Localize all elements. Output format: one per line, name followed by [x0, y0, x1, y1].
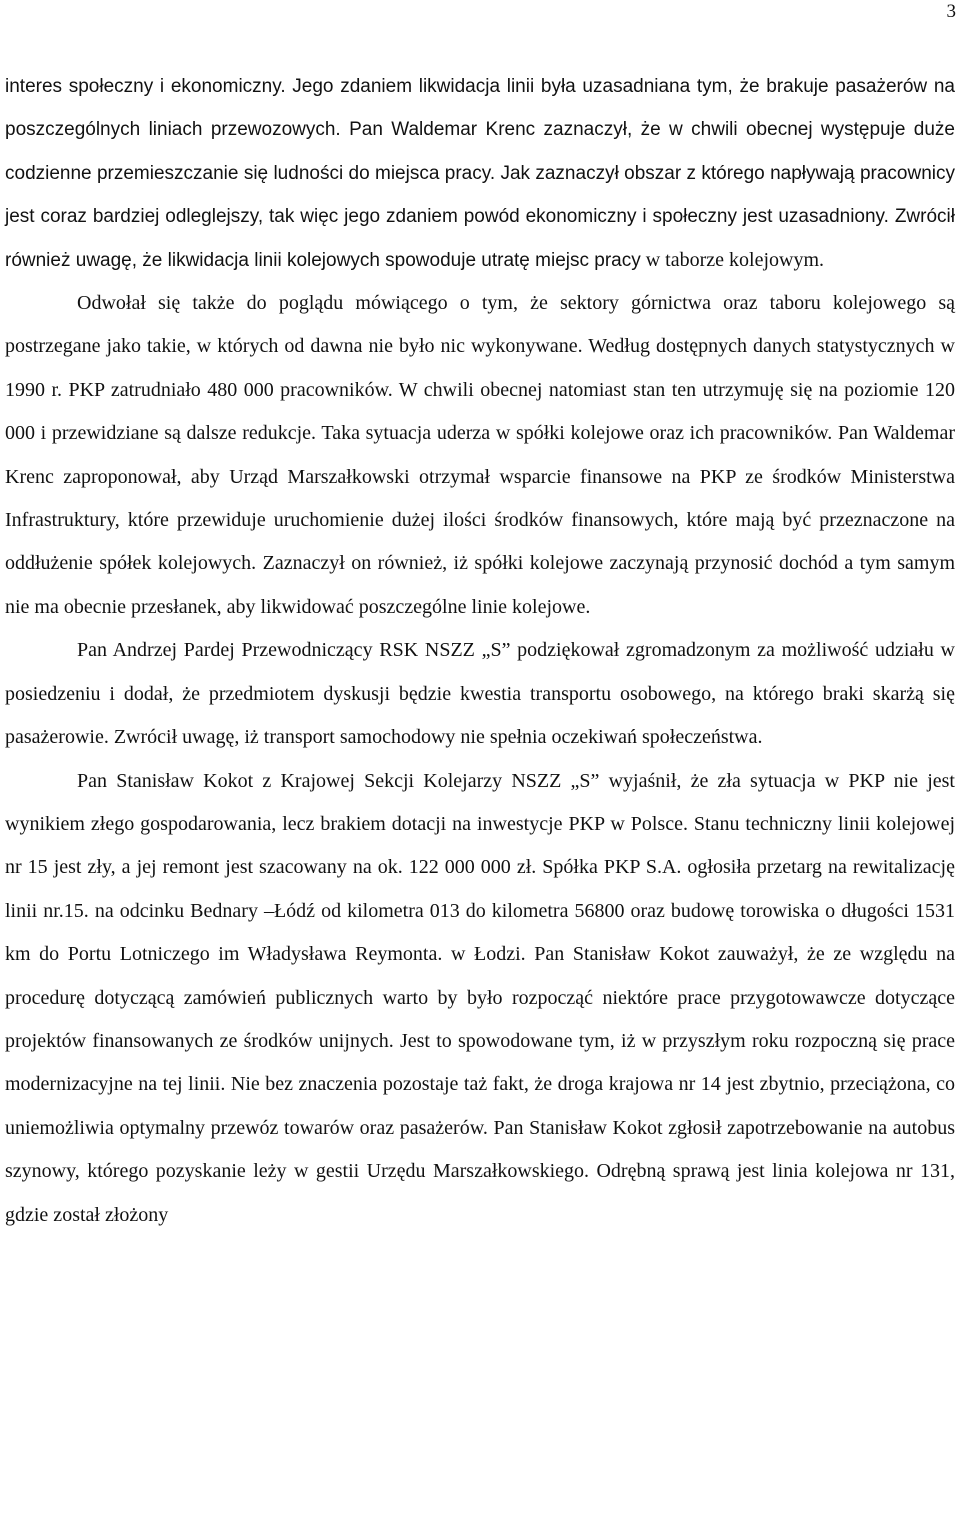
paragraph-3-text: Pan Andrzej Pardej Przewodniczący RSK NSZZ „S” podziękował zgromadzonym za możliwość udziału w posiedzeniu i dodał, że przedmiotem dyskusji będzie kwestia transportu osobowego, na którego braki skarżą się pasażerowie. Zwrócił uwagę, iż transport samochodowy nie spełnia oczekiwań społeczeństwa.	[5, 639, 955, 749]
paragraph-4	[5, 760, 955, 1237]
paragraph-2-text: Odwołał się także do poglądu mówiącego o tym, że sektory górnictwa oraz taboru kolejowego są postrzegane jako takie, w których od dawna nie było nic wykonywane. Według dostępnych danych statystycznych w 1990 r. PKP zatrudniało 480 000 pracowników. W chwili obecnej natomiast stan ten utrzymuję się na poziomie 120 000 i przewidziane są dalsze redukcje. Taka sytuacja uderza w spółki kolejowe oraz ich pracowników. Pan Waldemar Krenc zaproponował, aby Urząd Marszałkowski otrzymał wsparcie finansowe na PKP ze środków Ministerstwa Infrastruktury, które przewiduje uruchomienie dużej ilości środków finansowych, które mają być przeznaczone na oddłużenie spółek kolejowych. Zaznaczył on również, iż spółki kolejowe zaczynają przynosić dochód a tym samym nie ma obecnie przesłanek, aby likwidować poszczególne linie kolejowe.	[5, 292, 955, 618]
paragraph-1-text-serif: w taborze kolejowym.	[640, 248, 825, 271]
paragraph-1-text-sans: interes społeczny i ekonomiczny. Jego zdaniem likwidacja linii była uzasadniana tym, że brakuje pasażerów na poszczególnych liniach przewozowych. Pan Waldemar Krenc zaznaczył, że w chwili obecnej występuje duże codzienne przemieszczanie się ludności do miejsca pracy. Jak zaznaczył obszar z którego napływają pracownicy jest coraz bardziej odleglejszy, tak więc jego zdaniem powód ekonomiczny i społeczny jest uzasadniony. Zwrócił również uwagę, że likwidacja linii kolejowych spowoduje utratę miejsc pracy	[5, 76, 955, 271]
paragraph-4-text: Pan Stanisław Kokot z Krajowej Sekcji Kolejarzy NSZZ „S” wyjaśnił, że zła sytuacja w PKP nie jest wynikiem złego gospodarowania, lecz brakiem dotacji na inwestycje PKP w Polsce. Stanu techniczny linii kolejowej nr 15 jest zły, a jej remont jest szacowany na ok. 122 000 000 zł. Spółka PKP S.A. ogłosiła przetarg na rewitalizację linii nr.15. na odcinku Bednary –Łódź od kilometra 013 do kilometra 56800 oraz budowę torowiska o długości 1531 km do Portu Lotniczego im Władysława Reymonta. w Łodzi. Pan Stanisław Kokot zauważył, że ze względu na procedurę dotyczącą zamówień publicznych warto by było rozpocząć niektóre prace przygotowawcze dotyczące projektów finansowanych ze środków unijnych. Jest to spowodowane tym, iż w przyszłym roku rozpoczną się prace modernizacyjne na tej linii. Nie bez znaczenia pozostaje taż fakt, że droga krajowa nr 14 jest zbytnio, przeciążona, co uniemożliwia optymalny przewóz towarów oraz pasażerów. Pan Stanisław Kokot zgłosił zapotrzebowanie na autobus szynowy, którego pozyskanie leży w gestii Urzędu Marszałkowskiego. Odrębną sprawą jest linia kolejowa nr 131, gdzie został złożony	[5, 769, 955, 1226]
paragraph-3	[5, 629, 955, 759]
document-body	[5, 65, 955, 1237]
paragraph-1	[5, 65, 955, 282]
paragraph-2	[5, 282, 955, 629]
page-number: 3	[946, 1, 956, 22]
